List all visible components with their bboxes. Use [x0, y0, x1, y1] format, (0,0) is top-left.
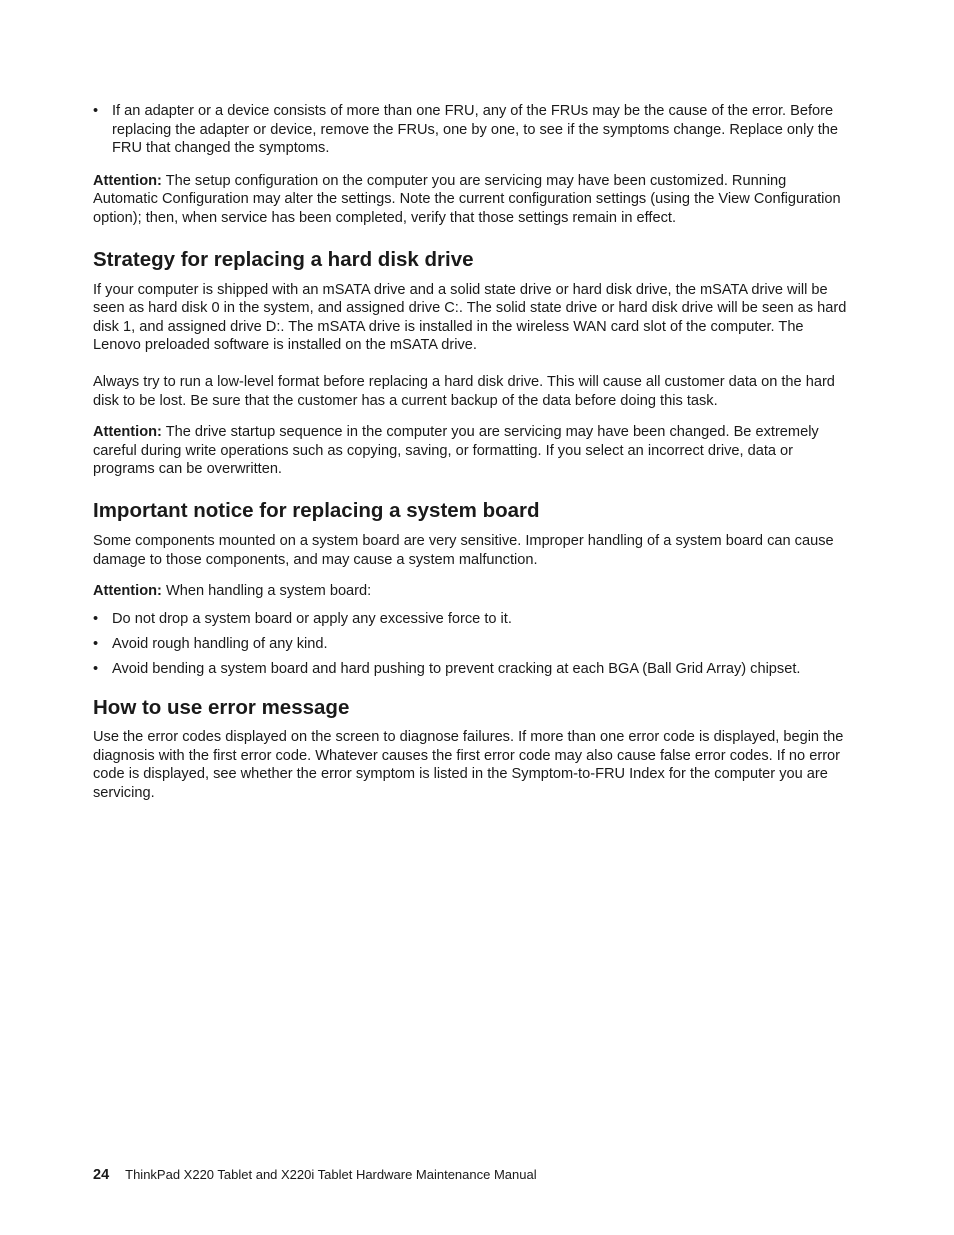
list-item [93, 635, 849, 654]
section-heading-strategy: Strategy for replacing a hard disk drive [93, 247, 474, 271]
page-content [93, 102, 849, 803]
attention-text: The setup configuration on the computer you are servicing may have been customized. Running Automatic Configuration may alter the settings. Note the current configuration settings (using the View Configuration option); then, when service has been completed, verify that those settings remain in effect. [93, 172, 841, 226]
attention-text: When handling a system board: [165, 583, 372, 600]
footer-title: ThinkPad X220 Tablet and X220i Tablet Hardware Maintenance Manual [125, 1167, 537, 1182]
page-footer [93, 1166, 537, 1184]
section-heading-important: Important notice for replacing a system board [93, 498, 540, 522]
howto-paragraph-1: Use the error codes displayed on the screen to diagnose failures. If more than one error code is displayed, begin the diagnosis with the first error code. Whatever causes the first error code may also cause false error codes. If no error code is displayed, see whether the error symptom is listed in the Symptom-to-FRU Index for the computer you are servicing. [93, 729, 844, 802]
attention-label: Attention: [93, 583, 162, 600]
list-item [93, 610, 849, 629]
list-item [93, 660, 849, 679]
list-item [93, 102, 849, 158]
intro-bullet-list [93, 102, 849, 158]
section-heading-howto: How to use error message [93, 696, 350, 720]
attention-note [93, 172, 849, 228]
attention-label: Attention: [93, 424, 162, 441]
bullet-icon: • [93, 103, 99, 119]
system-board-bullet-list [93, 610, 849, 679]
attention-label: Attention: [93, 172, 162, 189]
strategy-paragraph-2: Always try to run a low-level format before replacing a hard disk drive. This will cause all customer data on the hard disk to be lost. Be sure that the customer has a current backup of the data before doing this task. [93, 373, 835, 409]
list-item-text: If an adapter or a device consists of more than one FRU, any of the FRUs may be the cause of the error. Before replacing the adapter or device, remove the FRUs, one by one, to see if the symptoms change. Replace only the FRU that changed the symptoms. [112, 103, 839, 157]
bullet-icon: • [93, 660, 99, 677]
strategy-paragraph-1: If your computer is shipped with an mSATA drive and a solid state drive or hard disk drive, the mSATA drive will be seen as hard disk 0 in the system, and assigned drive C:. The solid state drive or hard disk drive will be seen as hard disk 1, and assigned drive D:. The mSATA drive is installed in the wireless WAN card slot of the computer. The Lenovo preloaded software is installed on the mSATA drive. [93, 281, 847, 354]
attention-note [93, 582, 849, 601]
important-paragraph-1: Some components mounted on a system board are very sensitive. Improper handling of a system board can cause damage to those components, and may cause a system malfunction. [93, 532, 834, 568]
list-item-text: Avoid rough handling of any kind. [112, 635, 328, 652]
bullet-icon: • [93, 610, 99, 627]
list-item-text: Avoid bending a system board and hard pushing to prevent cracking at each BGA (Ball Grid Array) chipset. [112, 660, 801, 677]
attention-note [93, 423, 849, 479]
bullet-icon: • [93, 635, 99, 652]
list-item-text: Do not drop a system board or apply any excessive force to it. [112, 610, 512, 627]
attention-text: The drive startup sequence in the computer you are servicing may have been changed. Be extremely careful during write operations such as copying, saving, or formatting. If you select an incorrect drive, data or programs can be overwritten. [93, 424, 819, 478]
page-number: 24 [93, 1167, 110, 1183]
